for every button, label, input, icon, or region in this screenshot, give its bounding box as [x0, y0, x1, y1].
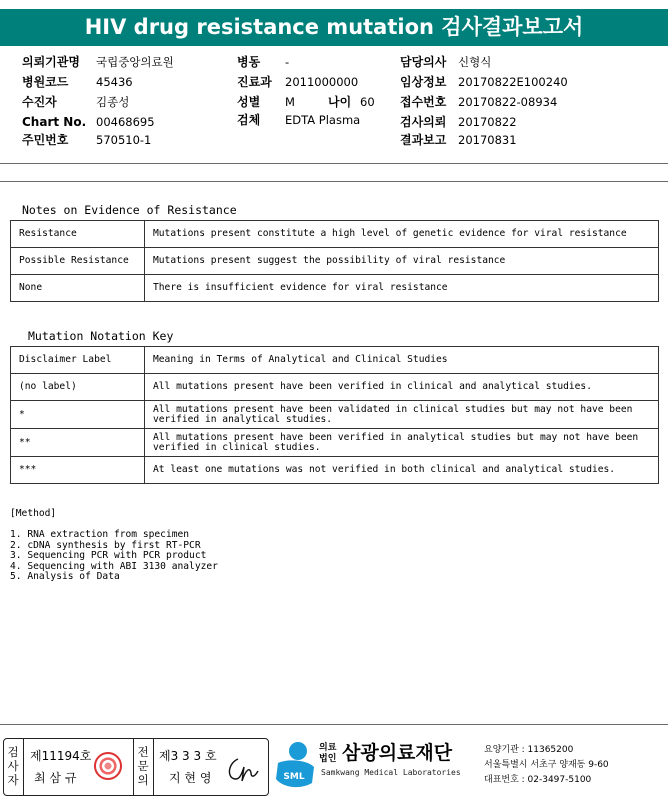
seal-stamp-icon [94, 752, 122, 780]
method-step: 5. Analysis of Data [10, 571, 120, 583]
notes-table [10, 220, 659, 302]
table-cell: Mutations present constitute a high level of genetic evidence for viral resistance [145, 221, 659, 248]
info-row: 병동 - [237, 55, 290, 69]
sml-logo-icon [272, 739, 318, 791]
inspector-license: 제11194호 [30, 749, 92, 763]
info-row: 검사의뢰 20170822 [400, 115, 517, 129]
divider [0, 163, 668, 164]
info-row: 검체 EDTA Plasma [237, 113, 361, 127]
info-row: Chart No. 00468695 [22, 115, 155, 129]
method-step: 4. Sequencing with ABI 3130 analyzer [10, 560, 218, 572]
info-row: 수진자 김종성 [22, 95, 130, 109]
divider [23, 739, 24, 795]
info-row: 담당의사 신형식 [400, 55, 492, 69]
address: 서울특별시 서초구 양재동 9-60 [484, 760, 609, 770]
divider [153, 739, 154, 795]
age-field: 나이 60 [328, 95, 375, 109]
phone: 대표번호 : 02-3497-5100 [484, 775, 592, 785]
specialist-license: 제3 3 3 호 [159, 749, 217, 763]
table-header-cell: Meaning in Terms of Analytical and Clinical Studies [145, 347, 659, 374]
info-row: 성별 M [237, 95, 295, 109]
divider [0, 181, 668, 182]
table-cell: All mutations present have been validated in clinical studies but may not have been verified in analytical studies. [145, 401, 659, 429]
table-cell: Possible Resistance [11, 248, 145, 275]
inspector-label: 검사자 [7, 745, 19, 787]
method-step: 2. cDNA synthesis by first RT-PCR [10, 539, 201, 551]
specialist-name: 지 현 영 [169, 771, 212, 785]
table-cell: All mutations present have been verified in clinical and analytical studies. [145, 374, 659, 401]
divider [0, 724, 668, 725]
inspector-name: 최 삼 규 [34, 771, 77, 785]
signature-box [3, 738, 269, 796]
info-row: 접수번호 20170822-08934 [400, 95, 558, 109]
table-header-cell: Disclaimer Label [11, 347, 145, 374]
foundation-name: 삼광의료재단 [342, 742, 453, 764]
info-row: 진료과 2011000000 [237, 75, 359, 89]
care-code: 요양기관 : 11365200 [484, 745, 574, 755]
table-row [11, 374, 659, 401]
table-row [11, 429, 659, 457]
table-cell: *** [11, 457, 145, 484]
table-cell: All mutations present have been verified in analytical studies but may not have been verified in clinical studies. [145, 429, 659, 457]
table-header-row [11, 347, 659, 374]
method-step: 3. Sequencing PCR with PCR product [10, 550, 207, 562]
method-step: 1. RNA extraction from specimen [10, 529, 190, 540]
foundation-en: Samkwang Medical Laboratories [321, 768, 461, 777]
method-title: [Method] [10, 508, 57, 519]
table-row [11, 221, 659, 248]
info-row: 병원코드 45436 [22, 75, 133, 89]
table-cell: * [11, 401, 145, 429]
logo-text: SML [283, 772, 305, 782]
report-title: HIV drug resistance mutation 검사결과보고서 [0, 9, 668, 46]
table-cell: (no label) [11, 374, 145, 401]
info-row: 임상정보 20170822E100240 [400, 75, 568, 89]
notes-section-title: Notes on Evidence of Resistance [22, 203, 237, 217]
notation-table [10, 346, 659, 484]
table-cell: Mutations present suggest the possibility of viral resistance [145, 248, 659, 275]
table-row [11, 401, 659, 429]
table-cell: At least one mutations was not verified in both clinical and analytical studies. [145, 457, 659, 484]
table-row [11, 457, 659, 484]
table-row [11, 248, 659, 275]
table-cell: Resistance [11, 221, 145, 248]
specialist-label: 전문의 [137, 745, 149, 787]
table-cell: There is insufficient evidence for viral resistance [145, 275, 659, 302]
info-row: 주민번호 570510-1 [22, 133, 152, 147]
table-cell: None [11, 275, 145, 302]
table-row [11, 275, 659, 302]
signature-icon [224, 753, 260, 785]
info-row: 결과보고 20170831 [400, 133, 517, 147]
divider [133, 739, 134, 795]
notation-section-title: Mutation Notation Key [28, 329, 174, 343]
info-row: 의뢰기관명 국립중앙의료원 [22, 55, 174, 69]
foundation-type: 의료법인 [319, 743, 337, 764]
table-cell: ** [11, 429, 145, 457]
